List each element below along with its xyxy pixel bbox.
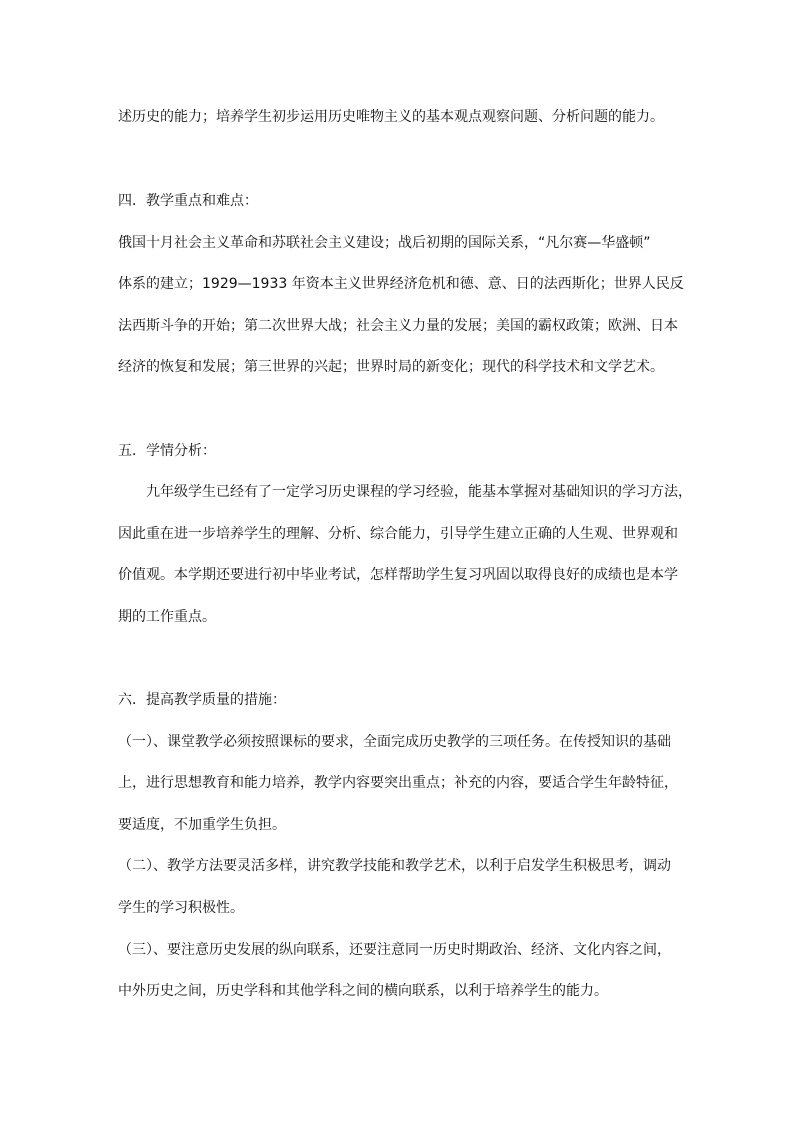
paragraph-line: 述历史的能力；培养学生初步运用历史唯物主义的基本观点观察问题、分析问题的能力。	[118, 109, 664, 125]
section-heading-quality-measures: 六．提高教学质量的措施：	[118, 692, 286, 708]
section-heading-key-points: 四．教学重点和难点：	[118, 193, 258, 209]
paragraph-line: 因此重在进一步培养学生的理解、分析、综合能力，引导学生建立正确的人生观、世界观和	[118, 526, 678, 542]
paragraph-line: 俄国十月社会主义革命和苏联社会主义建设；战后初期的国际关系，“凡尔赛—华盛顿”	[118, 235, 651, 251]
paragraph-line: 经济的恢复和发展；第三世界的兴起；世界时局的新变化；现代的科学技术和文学艺术。	[118, 359, 664, 375]
paragraph-line: 九年级学生已经有了一定学习历史课程的学习经验，能基本掌握对基础知识的学习方法，	[146, 484, 692, 500]
paragraph-line: （二）、教学方法要灵活多样，讲究教学技能和教学艺术，以利于启发学生积极思考，调动	[118, 858, 671, 874]
paragraph-line: 价值观。本学期还要进行初中毕业考试，怎样帮助学生复习巩固以取得良好的成绩也是本学	[118, 567, 678, 583]
paragraph-line: （一）、课堂教学必须按照课标的要求，全面完成历史教学的三项任务。在传授知识的基础	[118, 734, 671, 750]
paragraph-line: 体系的建立；1929—1933 年资本主义世界经济危机和德、意、日的法西斯化；世界人民反	[118, 276, 684, 292]
paragraph-line: （三）、要注意历史发展的纵向联系，还要注意同一历史时期政治、经济、文化内容之间，	[118, 942, 671, 958]
paragraph-line: 期的工作重点。	[118, 609, 216, 625]
paragraph-line: 法西斯斗争的开始；第二次世界大战；社会主义力量的发展；美国的霸权政策；欧洲、日本	[118, 318, 678, 334]
paragraph-line: 上，进行思想教育和能力培养，教学内容要突出重点；补充的内容，要适合学生年龄特征，	[118, 775, 678, 791]
paragraph-line: 要适度，不加重学生负担。	[118, 817, 286, 833]
paragraph-line: 中外历史之间，历史学科和其他学科之间的横向联系，以利于培养学生的能力。	[118, 983, 608, 999]
section-heading-student-analysis: 五．学情分析：	[118, 443, 216, 459]
paragraph-line: 学生的学习积极性。	[118, 900, 244, 916]
